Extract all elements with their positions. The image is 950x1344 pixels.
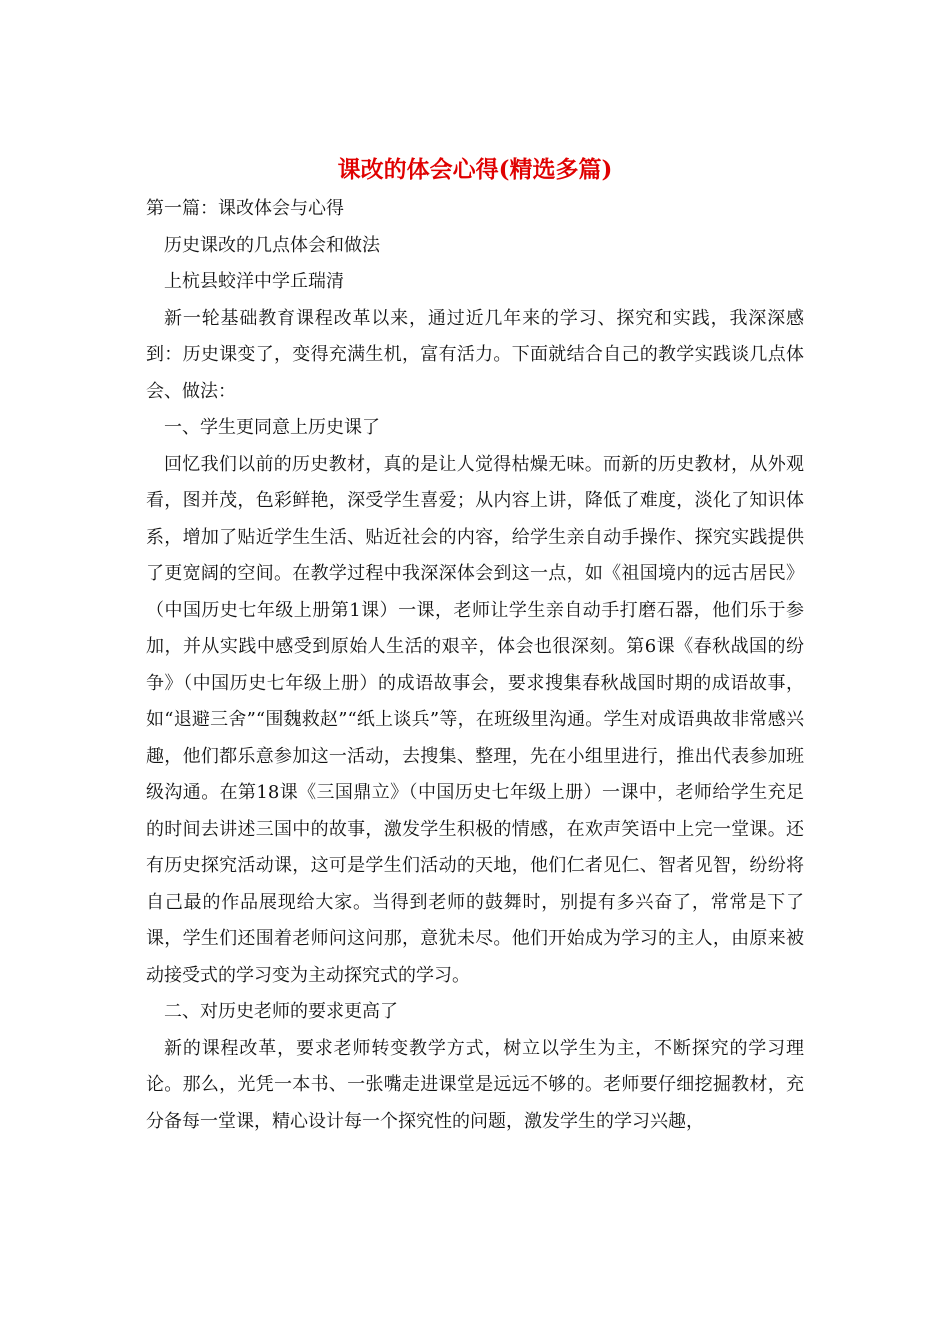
body-paragraph: 新一轮基础教育课程改革以来，通过近几年来的学习、探究和实践，我深深感到：历史课变了，变得充满生机，富有活力。下面就结合自己的教学实践谈几点体会、做法： bbox=[146, 307, 804, 402]
article-title: 历史课改的几点体会和做法 bbox=[164, 234, 380, 256]
body-paragraph: 新的课程改革，要求老师转变教学方式，树立以学生为主，不断探究的学习理论。那么，光凭一本书、一张嘴走进课堂是远远不够的。老师要仔细挖掘教材，充分备每一堂课，精心设计每一个探究性的问题，激发学生的学习兴趣， bbox=[146, 1037, 804, 1132]
subheading: 二、对历史老师的要求更高了 bbox=[164, 1001, 398, 1022]
document-body bbox=[146, 191, 804, 1140]
body-paragraph: 回忆我们以前的历史教材，真的是让人觉得枯燥无味。而新的历史教材，从外观看，图并茂，色彩鲜艳，深受学生喜爱；从内容上讲，降低了难度，淡化了知识体系，增加了贴近学生生活、贴近社会的内容，给学生亲自动手操作、探究实践提供了更宽阔的空间。在教学过程中我深深体会到这一点，如《祖国境内的远古居民》（中国历史七年级上册第1课）一课，老师让学生亲自动手打磨石器，他们乐于参加，并从实践中感受到原始人生活的艰辛，体会也很深刻。第6课《春秋战国的纷争》（中国历史七年级上册）的成语故事会，要求搜集春秋战国时期的成语故事，如“退避三舍”“围魏救赵”“纸上谈兵”等，在班级里沟通。学生对成语典故非常感兴趣，他们都乐意参加这一活动，去搜集、整理，先在小组里进行，推出代表参加班级沟通。在第18课《三国鼎立》（中国历史七年级上册）一课中，老师给学生充足的时间去讲述三国中的故事，激发学生积极的情感，在欢声笑语中上完一堂课。还有历史探究活动课，这可是学生们活动的天地，他们仁者见仁、智者见智，纷纷将自己最的作品展现给大家。当得到老师的鼓舞时，别提有多兴奋了，常常是下了课，学生们还围着老师问这问那，意犹未尽。他们开始成为学习的主人，由原来被动接受式的学习变为主动探究式的学习。 bbox=[146, 453, 804, 986]
section-heading: 第一篇：课改体会与心得 bbox=[146, 198, 344, 219]
article-author: 上杭县蛟洋中学丘瑞清 bbox=[164, 271, 344, 292]
subheading: 一、学生更同意上历史课了 bbox=[164, 417, 380, 438]
document-title: 课改的体会心得(精选多篇) bbox=[337, 156, 613, 183]
